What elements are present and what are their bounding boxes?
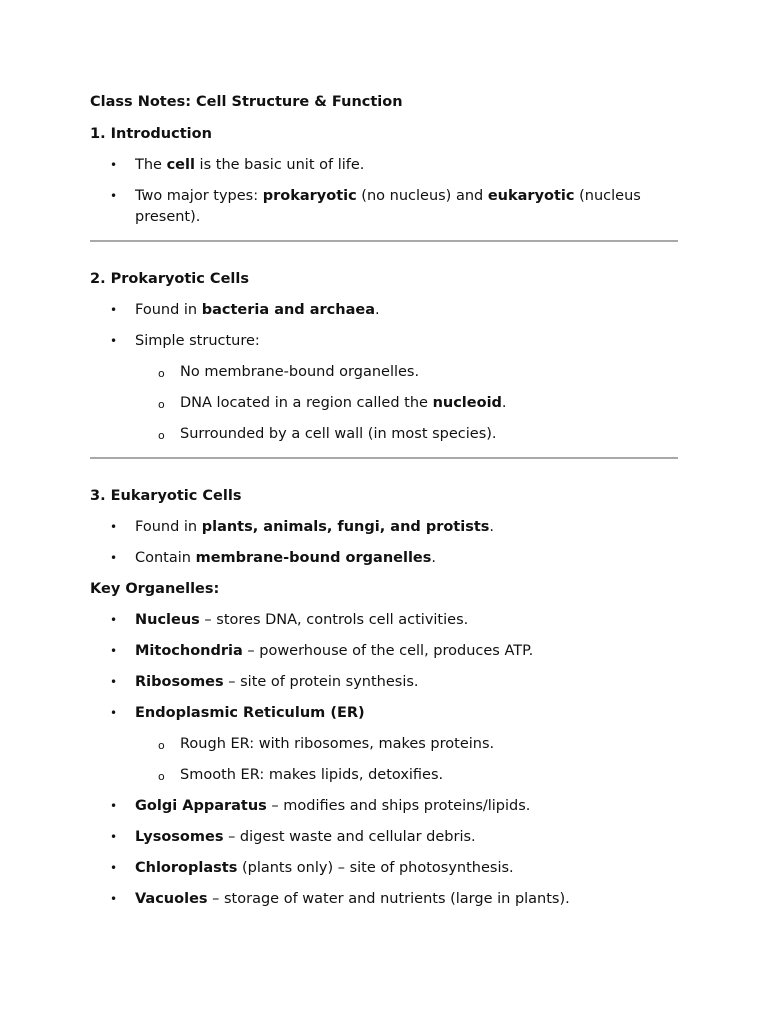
list-item: • The cell is the basic unit of life. (90, 155, 678, 176)
bullet-icon: • (110, 830, 118, 844)
bullet-icon: • (110, 551, 118, 565)
sub-list-item: o DNA located in a region called the nucleoid. (90, 393, 678, 414)
sub-bullet-icon: o (158, 429, 165, 442)
section-divider (90, 240, 678, 242)
section-heading-prokaryotic: 2. Prokaryotic Cells (90, 271, 249, 287)
list-item: • Found in bacteria and archaea. (90, 300, 678, 321)
organelle-item-ribosomes: • Ribosomes – site of protein synthesis. (90, 672, 678, 693)
list-item: • Found in plants, animals, fungi, and protists. (90, 517, 678, 538)
list-item: • Two major types: prokaryotic (no nucleus) and eukaryotic (nucleus present). (110, 188, 641, 225)
document-title: Class Notes: Cell Structure & Function (90, 94, 403, 110)
organelle-item-mitochondria: • Mitochondria – powerhouse of the cell, produces ATP. (90, 641, 678, 662)
bullet-icon: • (110, 334, 118, 348)
organelle-item-er: • Endoplasmic Reticulum (ER) (90, 703, 678, 724)
sub-list-item: o No membrane-bound organelles. (90, 362, 678, 383)
key-organelles-heading: Key Organelles: (90, 581, 220, 597)
bullet-icon: • (110, 675, 118, 689)
bullet-icon: • (110, 892, 118, 906)
bullet-icon: • (110, 613, 118, 627)
bullet-icon: • (110, 158, 118, 172)
document (90, 92, 678, 910)
section-divider (90, 457, 678, 459)
list-item: • Simple structure: (90, 331, 678, 352)
sub-bullet-icon: o (158, 398, 165, 411)
sub-list-item: o Smooth ER: makes lipids, detoxifies. (90, 765, 678, 786)
list-item: • Contain membrane-bound organelles. (90, 548, 678, 569)
sub-bullet-icon: o (158, 739, 165, 752)
bullet-icon: • (110, 706, 118, 720)
bullet-icon: • (110, 303, 118, 317)
sub-list-item: o Rough ER: with ribosomes, makes proteins. (90, 734, 678, 755)
section-heading-eukaryotic: 3. Eukaryotic Cells (90, 488, 242, 504)
bullet-icon: • (110, 644, 118, 658)
bullet-icon: • (110, 189, 118, 203)
organelle-item-vacuoles: • Vacuoles – storage of water and nutrients (large in plants). (90, 889, 678, 910)
sub-bullet-icon: o (158, 367, 165, 380)
sub-list-item: o Surrounded by a cell wall (in most species). (90, 424, 678, 445)
section-heading-introduction: 1. Introduction (90, 126, 212, 142)
bullet-icon: • (110, 799, 118, 813)
organelle-item-golgi: • Golgi Apparatus – modifies and ships proteins/lipids. (90, 796, 678, 817)
bullet-icon: • (110, 520, 118, 534)
sub-bullet-icon: o (158, 770, 165, 783)
organelle-item-chloroplasts: • Chloroplasts (plants only) – site of photosynthesis. (90, 858, 678, 879)
organelle-item-lysosomes: • Lysosomes – digest waste and cellular debris. (90, 827, 678, 848)
organelle-item-nucleus: • Nucleus – stores DNA, controls cell activities. (90, 610, 678, 631)
bullet-icon: • (110, 861, 118, 875)
